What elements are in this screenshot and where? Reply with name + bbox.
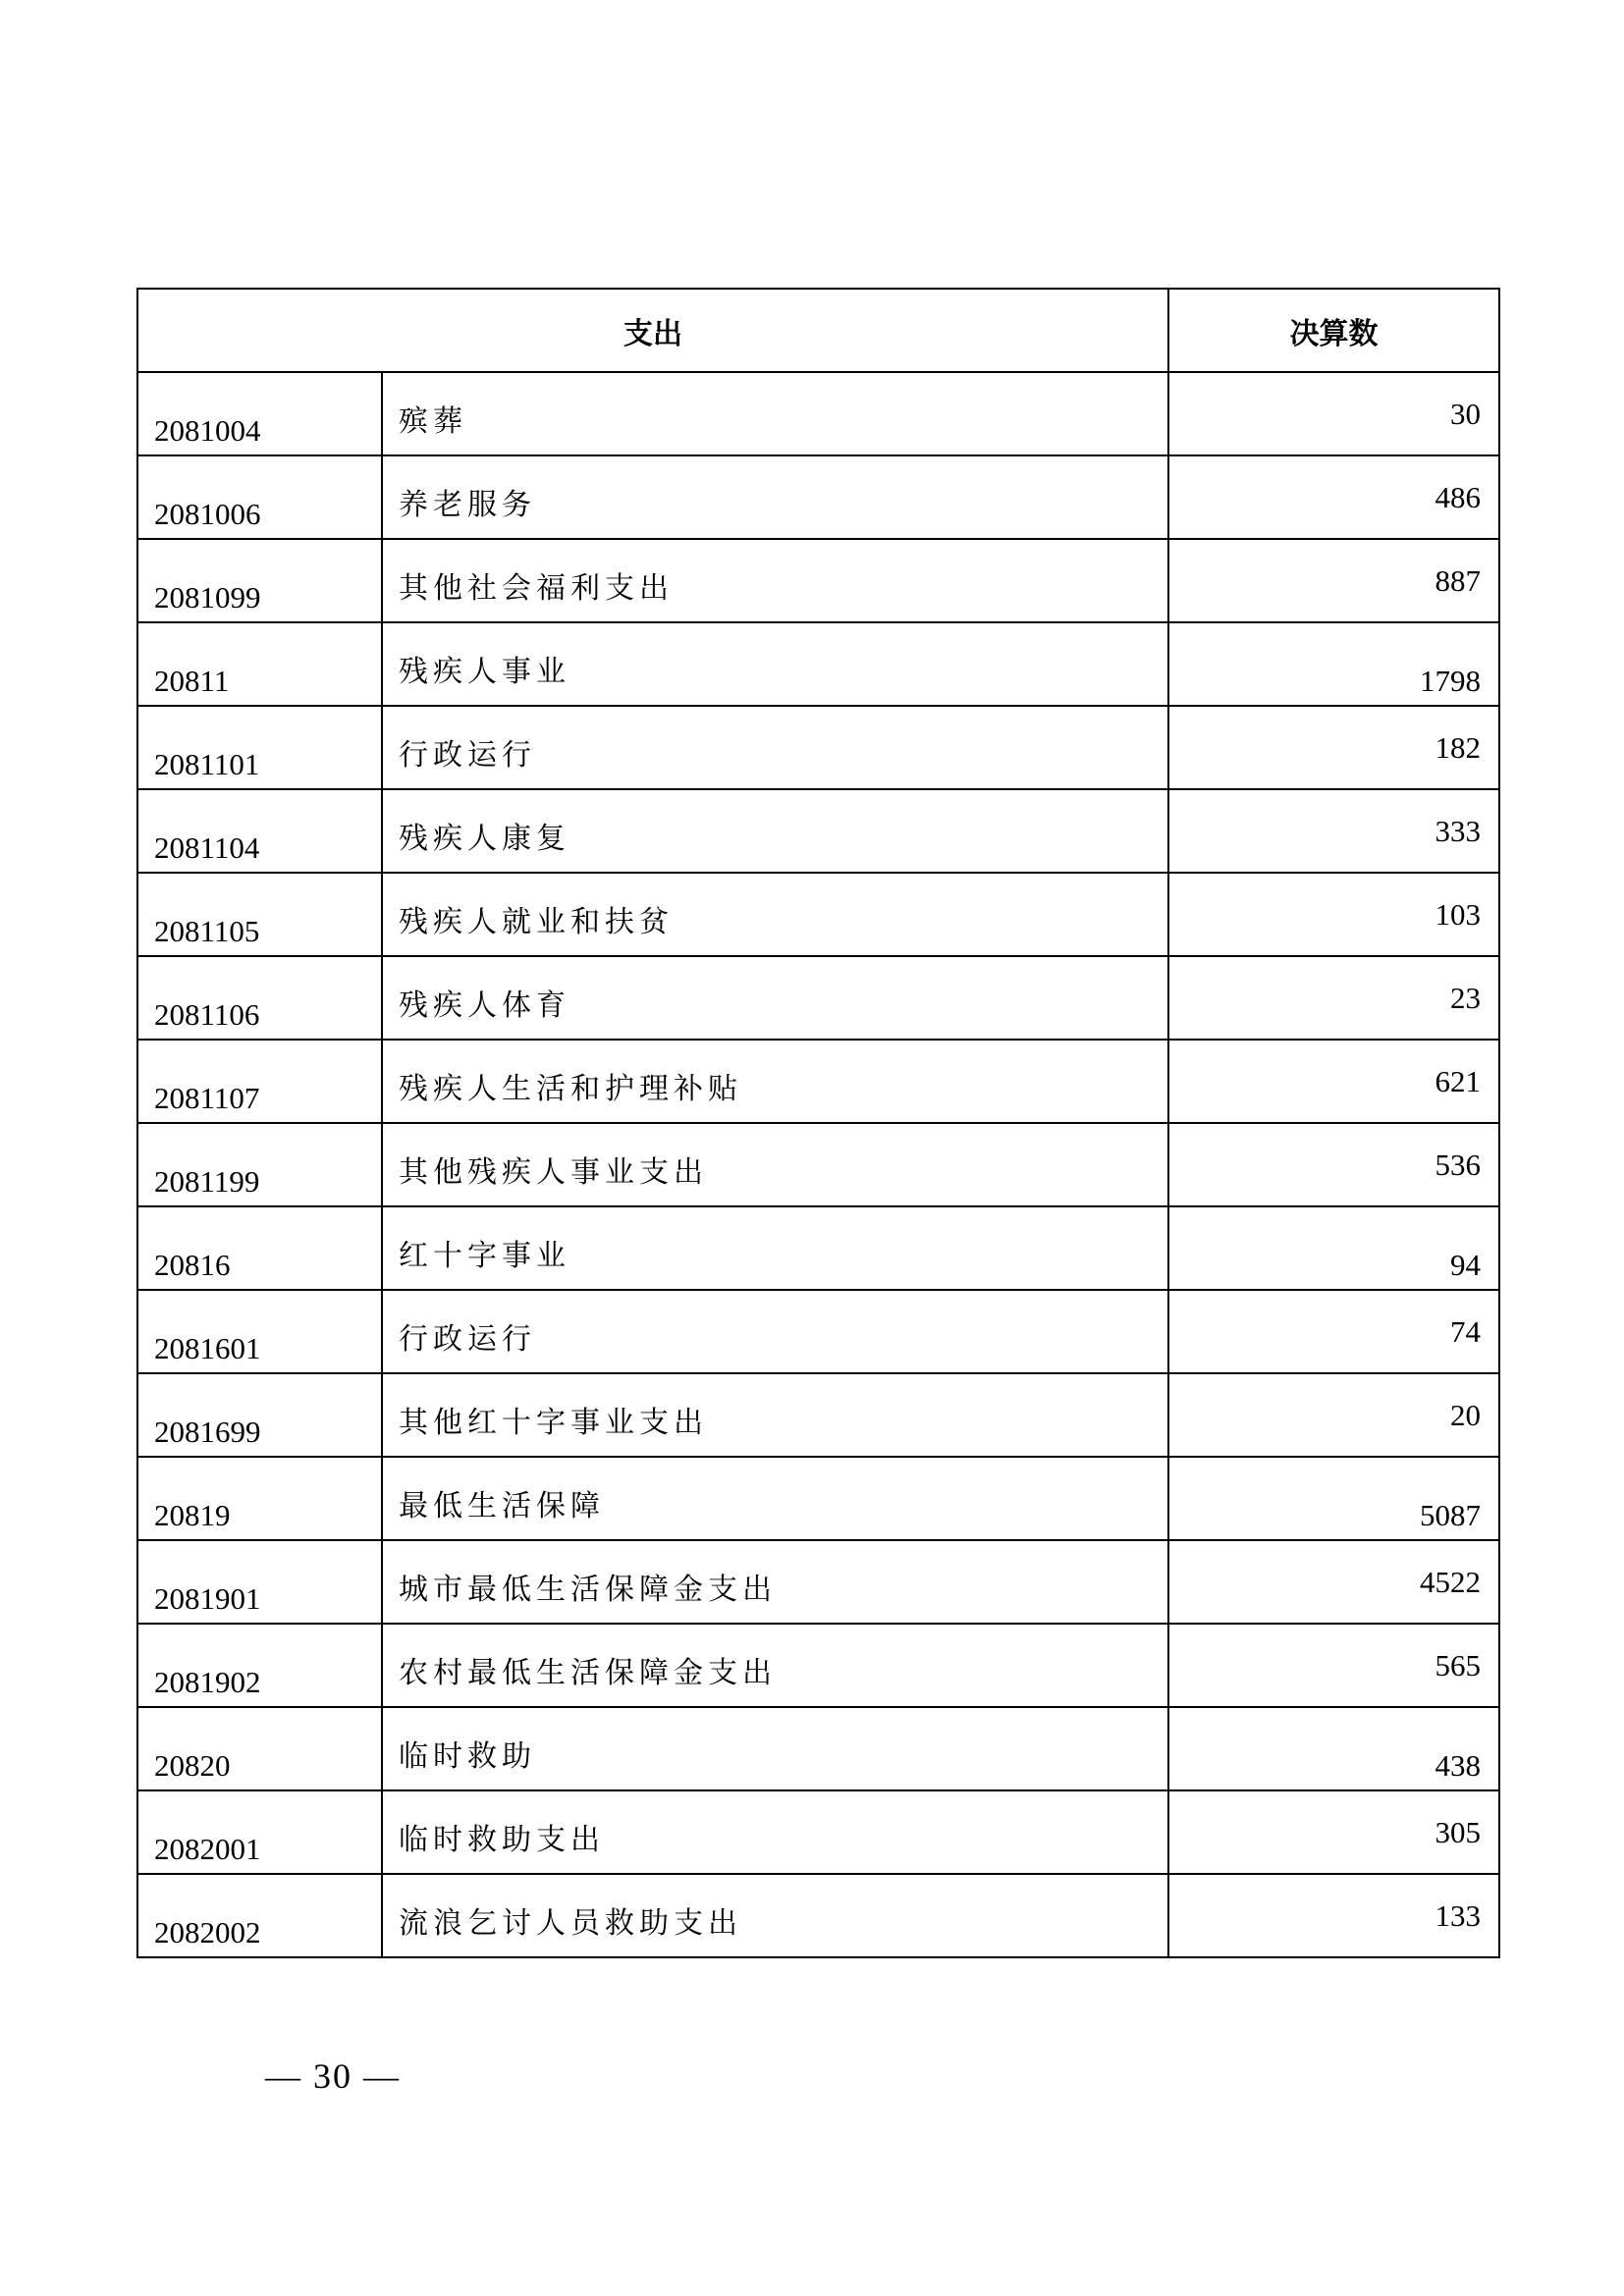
row-amount: 536 <box>1168 1123 1499 1206</box>
row-code: 2081004 <box>137 372 382 455</box>
row-name: 养老服务 <box>382 455 1168 539</box>
table-row <box>137 873 1499 956</box>
table-row <box>137 706 1499 789</box>
row-name: 残疾人康复 <box>382 789 1168 873</box>
row-name: 残疾人就业和扶贫 <box>382 873 1168 956</box>
table-row <box>137 1624 1499 1707</box>
table-row <box>137 1373 1499 1457</box>
table-row <box>137 1206 1499 1290</box>
row-name: 临时救助支出 <box>382 1790 1168 1874</box>
table-row <box>137 1707 1499 1790</box>
row-code: 2081006 <box>137 455 382 539</box>
row-amount: 621 <box>1168 1040 1499 1123</box>
row-amount: 94 <box>1168 1206 1499 1290</box>
row-code: 2081107 <box>137 1040 382 1123</box>
row-amount: 23 <box>1168 956 1499 1040</box>
table-row <box>137 1540 1499 1624</box>
row-name: 红十字事业 <box>382 1206 1168 1290</box>
row-amount: 887 <box>1168 539 1499 622</box>
row-name: 残疾人事业 <box>382 622 1168 706</box>
row-amount: 333 <box>1168 789 1499 873</box>
table-row <box>137 789 1499 873</box>
row-code: 20820 <box>137 1707 382 1790</box>
row-code: 2081101 <box>137 706 382 789</box>
table-row <box>137 1040 1499 1123</box>
row-name: 行政运行 <box>382 706 1168 789</box>
row-amount: 133 <box>1168 1874 1499 1957</box>
row-name: 农村最低生活保障金支出 <box>382 1624 1168 1707</box>
row-code: 2081199 <box>137 1123 382 1206</box>
row-amount: 20 <box>1168 1373 1499 1457</box>
table-row <box>137 1790 1499 1874</box>
row-code: 2081699 <box>137 1373 382 1457</box>
budget-table <box>136 288 1500 1958</box>
row-name: 殡葬 <box>382 372 1168 455</box>
row-code: 2081902 <box>137 1624 382 1707</box>
row-amount: 5087 <box>1168 1457 1499 1540</box>
row-amount: 182 <box>1168 706 1499 789</box>
row-code: 2081099 <box>137 539 382 622</box>
row-name: 残疾人生活和护理补贴 <box>382 1040 1168 1123</box>
row-name: 城市最低生活保障金支出 <box>382 1540 1168 1624</box>
table-row <box>137 1290 1499 1373</box>
row-code: 20819 <box>137 1457 382 1540</box>
table-row <box>137 455 1499 539</box>
table-row <box>137 1457 1499 1540</box>
row-name: 最低生活保障 <box>382 1457 1168 1540</box>
row-code: 2081104 <box>137 789 382 873</box>
row-amount: 103 <box>1168 873 1499 956</box>
row-name: 临时救助 <box>382 1707 1168 1790</box>
page-number: — 30 — <box>265 2056 401 2096</box>
table-row <box>137 372 1499 455</box>
table-header-row <box>137 289 1499 372</box>
row-name: 残疾人体育 <box>382 956 1168 1040</box>
row-code: 2081106 <box>137 956 382 1040</box>
row-amount: 438 <box>1168 1707 1499 1790</box>
row-amount: 486 <box>1168 455 1499 539</box>
table-row <box>137 956 1499 1040</box>
row-name: 流浪乞讨人员救助支出 <box>382 1874 1168 1957</box>
row-amount: 305 <box>1168 1790 1499 1874</box>
row-code: 20811 <box>137 622 382 706</box>
row-code: 2081601 <box>137 1290 382 1373</box>
row-amount: 1798 <box>1168 622 1499 706</box>
table-row <box>137 1874 1499 1957</box>
row-code: 2082001 <box>137 1790 382 1874</box>
row-amount: 30 <box>1168 372 1499 455</box>
row-name: 其他社会福利支出 <box>382 539 1168 622</box>
table-row <box>137 539 1499 622</box>
table-row <box>137 1123 1499 1206</box>
row-code: 2082002 <box>137 1874 382 1957</box>
row-amount: 4522 <box>1168 1540 1499 1624</box>
row-code: 20816 <box>137 1206 382 1290</box>
table-row <box>137 622 1499 706</box>
row-code: 2081105 <box>137 873 382 956</box>
header-amount: 决算数 <box>1168 289 1499 372</box>
row-name: 其他红十字事业支出 <box>382 1373 1168 1457</box>
table-body <box>137 372 1499 1957</box>
row-name: 其他残疾人事业支出 <box>382 1123 1168 1206</box>
row-name: 行政运行 <box>382 1290 1168 1373</box>
row-code: 2081901 <box>137 1540 382 1624</box>
header-category: 支出 <box>137 289 1168 372</box>
row-amount: 565 <box>1168 1624 1499 1707</box>
row-amount: 74 <box>1168 1290 1499 1373</box>
